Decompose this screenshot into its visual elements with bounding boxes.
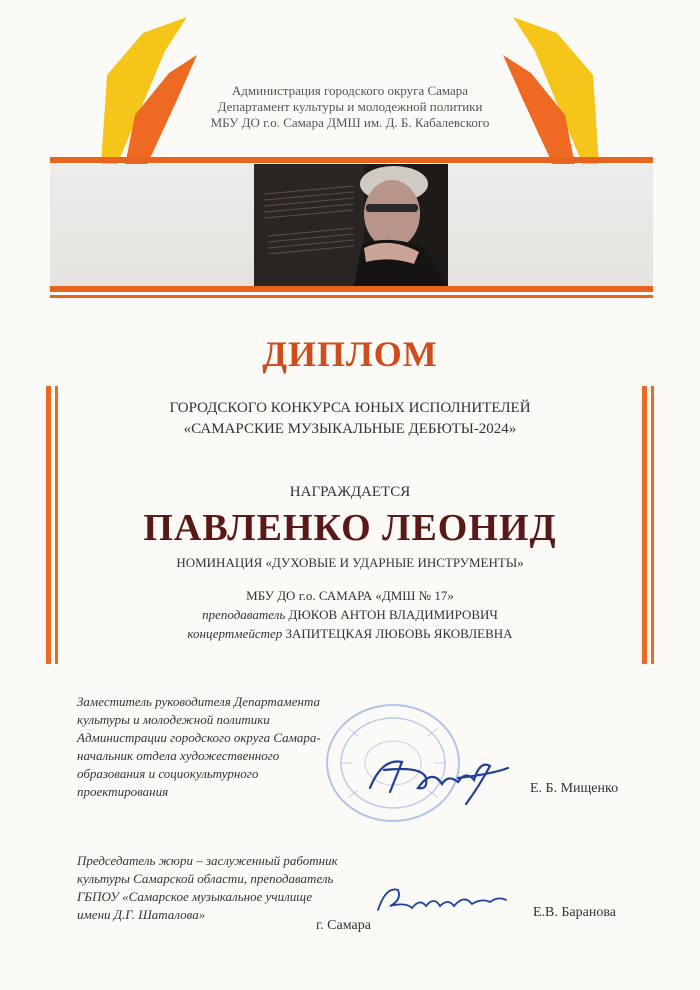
signatory-1-name: Е. Б. Мищенко <box>530 781 619 796</box>
signatory-2-line-2: культуры Самарской области, преподаватель <box>77 871 334 886</box>
signatory-1-line-5: образования и социокультурного <box>77 766 259 781</box>
signature-1-handwritten <box>362 748 512 808</box>
band-top-line <box>50 157 653 163</box>
accompanist-name: ЗАПИТЕЦКАЯ ЛЮБОВЬ ЯКОВЛЕВНА <box>285 626 513 641</box>
band-bottom-thin-line <box>50 295 653 298</box>
diploma-title: ДИПЛОМ <box>262 334 438 374</box>
signatory-1-line-3: Администрации городского округа Самара- <box>77 730 321 745</box>
city-label: г. Самара <box>316 918 371 933</box>
accompanist-line <box>0 624 700 643</box>
header-line-2: Департамент культуры и молодежной политики <box>217 99 483 114</box>
school-name: МБУ ДО г.о. САМАРА «ДМШ № 17» <box>246 588 454 603</box>
signatory-1-line-1: Заместитель руководителя Департамента <box>77 694 320 709</box>
signatory-2-line-3: ГБПОУ «Самарское музыкальное училище <box>77 889 313 904</box>
signatory-2-line-1: Председатель жюри – заслуженный работник <box>77 853 338 868</box>
signatory-1-line-4: начальник отдела художественного <box>77 748 280 763</box>
school-info <box>0 586 700 643</box>
awarded-label: НАГРАЖДАЕТСЯ <box>289 484 411 500</box>
signatory-2-name: Е.В. Баранова <box>533 905 616 920</box>
header-line-3: МБУ ДО г.о. Самара ДМШ им. Д. Б. Кабалевского <box>210 115 490 130</box>
signatory-1-line-2: культуры и молодежной политики <box>77 712 270 727</box>
band-bottom-line <box>50 286 653 292</box>
header-line-1: Администрация городского округа Самара <box>231 83 469 98</box>
accompanist-label: концертмейстер <box>187 626 283 641</box>
signatory-2-line-4: имени Д.Г. Шаталова» <box>77 907 206 922</box>
nomination: НОМИНАЦИЯ «ДУХОВЫЕ И УДАРНЫЕ ИНСТРУМЕНТЫ» <box>176 555 524 570</box>
teacher-name: ДЮКОВ АНТОН ВЛАДИМИРОВИЧ <box>288 607 498 622</box>
signatory-1-title <box>77 693 321 801</box>
teacher-label: преподаватель <box>202 607 286 622</box>
contest-line-2: «САМАРСКИЕ МУЗЫКАЛЬНЫЕ ДЕБЮТЫ-2024» <box>183 421 517 437</box>
signatory-2-title <box>77 852 338 924</box>
signature-2-handwritten <box>372 880 512 920</box>
contest-name <box>0 398 700 440</box>
contest-line-1: ГОРОДСКОГО КОНКУРСА ЮНЫХ ИСПОЛНИТЕЛЕЙ <box>169 400 531 416</box>
header-organization <box>0 83 700 131</box>
composer-portrait-photo <box>254 164 448 286</box>
winner-name: ПАВЛЕНКО ЛЕОНИД <box>143 507 557 549</box>
teacher-line <box>0 605 700 624</box>
signatory-1-line-6: проектирования <box>77 784 169 799</box>
